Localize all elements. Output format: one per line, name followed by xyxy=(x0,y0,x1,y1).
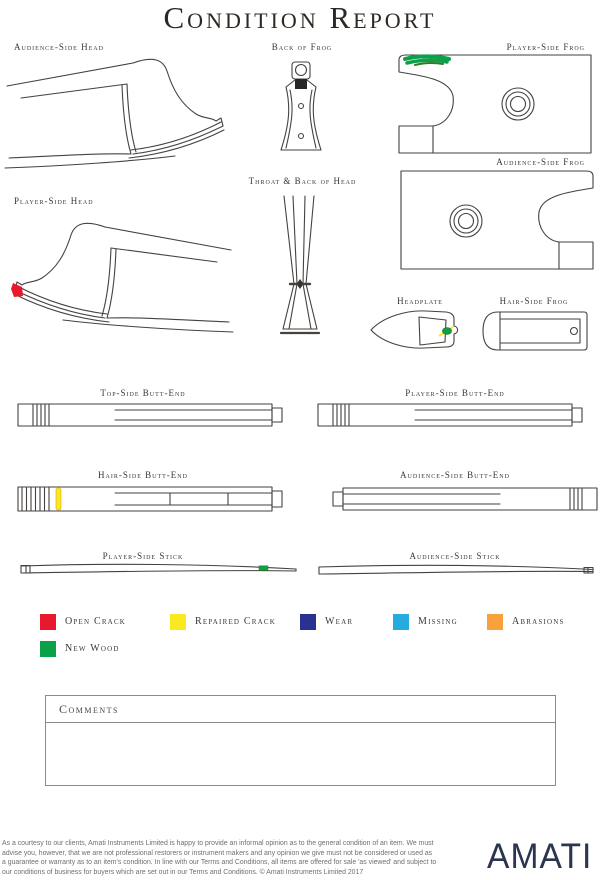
legend-item-wear xyxy=(300,613,353,630)
label-audience-side-head: Audience-Side Head xyxy=(14,42,104,52)
comments-box xyxy=(45,695,556,786)
frog-heel-dark xyxy=(295,79,307,89)
label-player-side-head: Player-Side Head xyxy=(14,196,94,206)
hair-side-frog-drawing xyxy=(478,310,590,352)
legend-label: New Wood xyxy=(65,643,120,654)
label-back-of-frog: Back of Frog xyxy=(271,42,333,52)
missing-swatch xyxy=(393,614,409,630)
audience-side-frog-drawing xyxy=(395,168,597,274)
legend-label: Wear xyxy=(325,616,354,627)
new-wood-swatch xyxy=(40,641,56,657)
open-crack-swatch xyxy=(40,614,56,630)
headplate-drawing xyxy=(368,306,468,354)
audience-side-butt-end-drawing xyxy=(315,483,600,515)
label-top-side-butt-end: Top-Side Butt-End xyxy=(100,388,186,398)
page-title: Condition Report xyxy=(163,0,437,35)
disclaimer-line: As a courtesy to our clients, Amati Instruments Limited is happy to provide an informal opinion as to the general condition of an item. We must xyxy=(2,840,434,847)
disclaimer-line: a guarantee or warranty as to an item's condition. In line with our Terms and Conditions, all items are offered for sale 'as viewed' and subject to xyxy=(2,859,437,867)
legend-label: Open Crack xyxy=(65,616,127,627)
label-headplate: Headplate xyxy=(397,296,443,306)
legend-item-abrasions xyxy=(487,613,565,630)
label-audience-side-frog: Audience-Side Frog xyxy=(496,157,585,167)
abrasions-swatch xyxy=(487,614,503,630)
disclaimer-line: advise you, however, that we are not professional restorers or instrument makers and any opinion we give must not be considered or used as xyxy=(2,849,433,857)
throat-back-of-head-drawing xyxy=(276,192,324,342)
legend-item-new-wood xyxy=(40,640,120,657)
new-wood-mark xyxy=(405,56,449,65)
label-player-side-butt-end: Player-Side Butt-End xyxy=(405,388,505,398)
legend-item-missing xyxy=(393,613,458,630)
player-side-head-drawing xyxy=(8,220,233,338)
player-side-frog-drawing xyxy=(395,52,597,158)
label-player-side-frog: Player-Side Frog xyxy=(506,42,585,52)
disclaimer-line: our conditions of business for buyers which are set out in our Terms and Conditions. © Amati Instruments Limited 2017 xyxy=(2,868,364,876)
new-wood-mark-stick xyxy=(259,566,268,571)
player-side-stick-drawing xyxy=(15,562,300,576)
legend-label: Repaired Crack xyxy=(195,616,277,627)
comments-title: Comments xyxy=(59,701,120,716)
legend-item-open-crack xyxy=(40,613,126,630)
comments-input[interactable] xyxy=(46,723,555,792)
repaired-crack-mark-butt xyxy=(56,488,61,510)
label-player-side-stick: Player-Side Stick xyxy=(102,551,184,561)
label-audience-side-butt-end: Audience-Side Butt-End xyxy=(400,470,510,480)
audience-side-stick-drawing xyxy=(315,562,600,576)
back-of-frog-drawing xyxy=(276,60,326,156)
label-hair-side-butt-end: Hair-Side Butt-End xyxy=(98,470,188,480)
legend-label: Missing xyxy=(418,616,458,627)
legend-label: Abrasions xyxy=(512,616,565,627)
legend-item-repaired-crack xyxy=(170,613,276,630)
label-hair-side-frog: Hair-Side Frog xyxy=(499,296,569,306)
disclaimer-text xyxy=(2,839,442,877)
comments-header xyxy=(46,696,555,723)
label-throat-back-of-head: Throat & Back of Head xyxy=(248,176,357,186)
top-side-butt-end-drawing xyxy=(15,400,300,430)
wear-swatch xyxy=(300,614,316,630)
new-wood-mark-headplate xyxy=(443,328,452,335)
audience-side-head-drawing xyxy=(5,56,230,174)
label-audience-side-stick: Audience-Side Stick xyxy=(409,551,501,561)
repaired-crack-swatch xyxy=(170,614,186,630)
hair-side-butt-end-drawing xyxy=(15,483,300,515)
player-side-butt-end-drawing xyxy=(315,400,600,430)
amati-logo: AMATI xyxy=(486,836,592,876)
